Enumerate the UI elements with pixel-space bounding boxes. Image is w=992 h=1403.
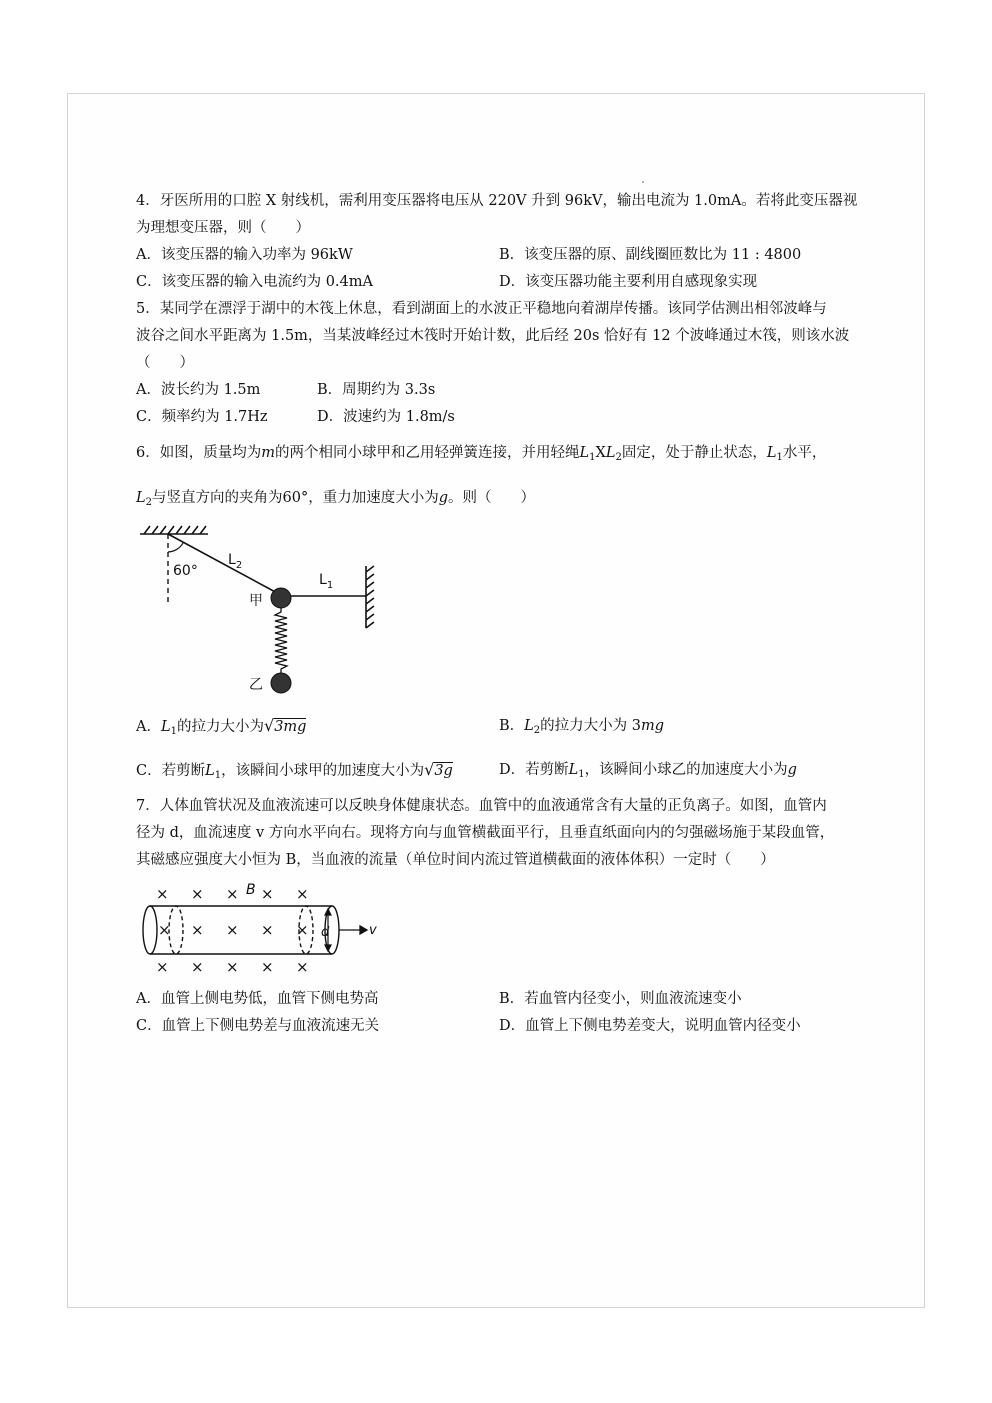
svg-text:×: × bbox=[261, 921, 274, 939]
q4-option-b: B．该变压器的原、副线圈匝数比为 11 : 4800 bbox=[499, 247, 802, 263]
q7-option-d: D．血管上下侧电势差变大，说明血管内径变小 bbox=[499, 1018, 801, 1034]
q6-option-a: A．$L_1$的拉力大小为√3mg bbox=[136, 716, 307, 737]
angle-arc bbox=[168, 543, 183, 552]
svg-text:×: × bbox=[296, 885, 309, 903]
ball-jia-label: 甲 bbox=[249, 593, 263, 609]
q4-stem-line1: 4．牙医所用的口腔 X 射线机，需利用变压器将电压从 220V 升到 96kV，输出电流为 1.0mA。若将此变压器视 bbox=[136, 193, 858, 209]
field-b-label: B bbox=[246, 882, 256, 898]
q6-option-b: B．$L_2$的拉力大小为 3mg bbox=[499, 718, 665, 736]
q5-option-a: A．波长约为 1.5m bbox=[136, 382, 261, 398]
rope-l2-label: $L_2$ bbox=[228, 552, 243, 571]
q4-option-d: D．该变压器功能主要利用自感现象实现 bbox=[499, 274, 758, 290]
q6-option-d: D．若剪断$L_1$，该瞬间小球乙的加速度大小为g bbox=[499, 762, 797, 780]
q7-option-b: B．若血管内径变小，则血液流速变小 bbox=[499, 991, 742, 1007]
svg-text:×: × bbox=[296, 921, 309, 939]
q5-stem-line2: 波谷之间水平距离为 1.5m，当某波峰经过木筏时开始计数，此后经 20s 恰好有 12 个波峰通过木筏，则该水波 bbox=[136, 328, 850, 344]
spring-balls-figure bbox=[136, 522, 380, 698]
q6-option-c: C．若剪断$L_1$，该瞬间小球甲的加速度大小为√3g bbox=[136, 760, 453, 781]
velocity-arrow bbox=[339, 926, 367, 934]
q5-stem-line3: （ ） bbox=[136, 355, 194, 371]
ball-jia bbox=[271, 588, 291, 608]
svg-text:×: × bbox=[191, 885, 204, 903]
q5-option-d: D．波速约为 1.8m/s bbox=[317, 409, 455, 425]
q7-option-a: A．血管上侧电势低，血管下侧电势高 bbox=[136, 991, 379, 1007]
svg-text:×: × bbox=[261, 885, 274, 903]
q6-stem-line2: $L_2$与竖直方向的夹角为60°，重力加速度大小为g。则（ ） bbox=[136, 490, 536, 508]
speck-mark bbox=[642, 181, 644, 183]
ball-yi bbox=[271, 673, 291, 693]
ceiling-support bbox=[140, 526, 208, 534]
svg-text:×: × bbox=[156, 958, 169, 976]
wall-support bbox=[366, 566, 374, 628]
q4-stem-line2: 为理想变压器，则（ ） bbox=[136, 220, 310, 236]
q7-stem-line1: 7．人体血管状况及血液流速可以反映身体健康状态。血管中的血液通常含有大量的正负离子。如图，血管内 bbox=[136, 798, 827, 814]
q7-stem-line3: 其磁感应强度大小恒为 B，当血液的流量（单位时间内流过管道横截面的液体体积）一定时（ ） bbox=[136, 852, 775, 868]
field-crosses-bottom bbox=[156, 958, 309, 976]
svg-text:×: × bbox=[261, 958, 274, 976]
q7-stem-line2: 径为 d，血流速度 v 方向水平向右。现将方向与血管横截面平行，且垂直纸面向内的匀强磁场施于某段血管， bbox=[136, 825, 835, 841]
field-crosses-inside bbox=[158, 921, 309, 939]
q4-option-c: C．该变压器的输入电流约为 0.4mA bbox=[136, 274, 373, 290]
svg-text:×: × bbox=[191, 921, 204, 939]
spring bbox=[275, 608, 287, 674]
q5-stem-line1: 5．某同学在漂浮于湖中的木筏上休息，看到湖面上的水波正平稳地向着湖岸传播。该同学估测出相邻波峰与 bbox=[136, 301, 827, 317]
svg-text:×: × bbox=[156, 885, 169, 903]
angle-label: 60° bbox=[173, 563, 198, 579]
q6-stem-line1: 6．如图，质量均为m的两个相同小球甲和乙用轻弹簧连接，并用轻绳$L_1XL_2$固定，处于静止状态，$L_1$水平， bbox=[136, 445, 827, 463]
svg-text:×: × bbox=[226, 921, 239, 939]
field-crosses-top bbox=[156, 885, 309, 903]
q7-option-c: C．血管上下侧电势差与血液流速无关 bbox=[136, 1018, 380, 1034]
diameter-label: d bbox=[321, 925, 330, 940]
svg-text:×: × bbox=[296, 958, 309, 976]
svg-text:×: × bbox=[191, 958, 204, 976]
vessel-tube bbox=[143, 906, 339, 954]
svg-text:×: × bbox=[226, 958, 239, 976]
ball-yi-label: 乙 bbox=[249, 677, 263, 693]
svg-text:×: × bbox=[226, 885, 239, 903]
q5-option-c: C．频率约为 1.7Hz bbox=[136, 409, 268, 425]
blood-vessel-figure bbox=[136, 880, 386, 982]
q5-option-b: B．周期约为 3.3s bbox=[317, 382, 436, 398]
velocity-label: v bbox=[369, 923, 377, 938]
rope-l1-label: $L_1$ bbox=[319, 572, 334, 591]
q4-option-a: A．该变压器的输入功率为 96kW bbox=[136, 247, 353, 263]
svg-text:×: × bbox=[158, 921, 171, 939]
